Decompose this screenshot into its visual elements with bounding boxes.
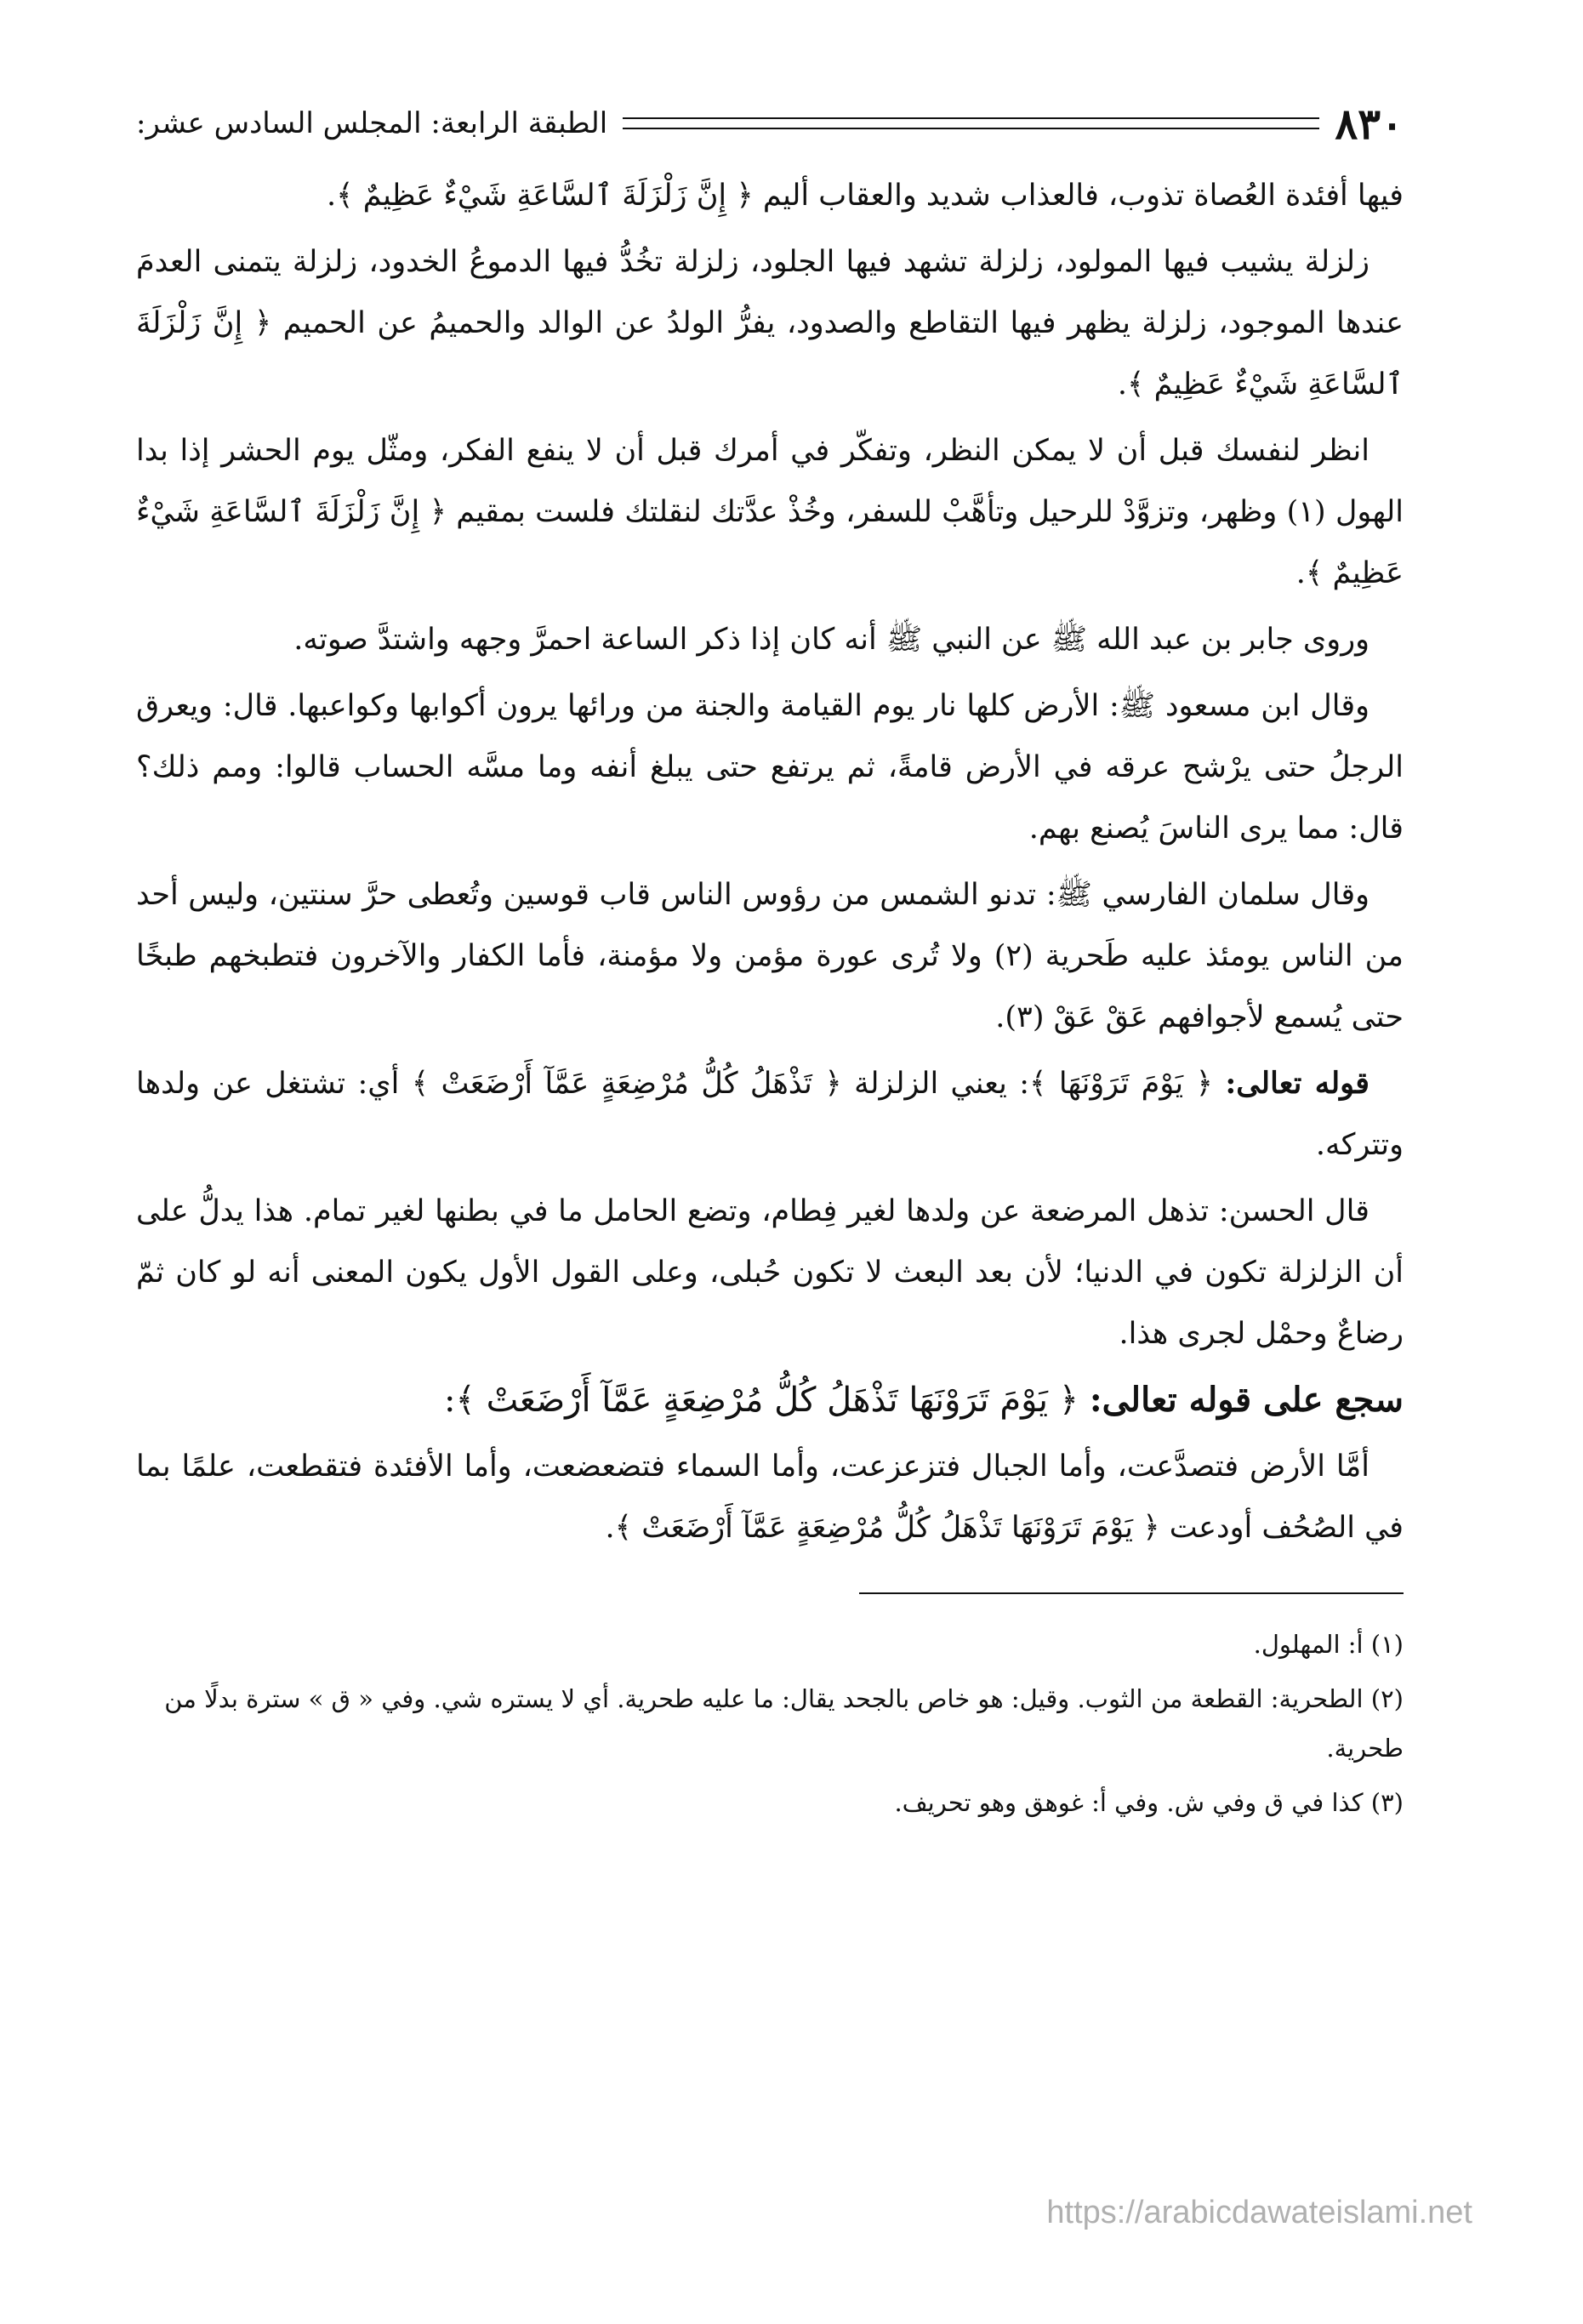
section-heading	[136, 1370, 1404, 1431]
book-page	[136, 94, 1404, 2271]
paragraph-4: وروى جابر بن عبد الله ﷺ عن النبي ﷺ أنه كان إذا ذكر الساعة احمرَّ وجهه واشتدَّ صوته.	[293, 623, 1369, 657]
paragraph-1: فيها أفئدة العُصاة تذوب، فالعذاب شديد والعقاب أليم ﴿ إِنَّ زَلْزَلَةَ ٱلسَّاعَةِ شَيْءٌ عَظِيمٌ ﴾.	[327, 179, 1404, 213]
verse-lead: قوله تعالى:	[1225, 1066, 1369, 1101]
paragraph-3: انظر لنفسك قبل أن لا يمكن النظر، وتفكّر في أمرك قبل أن لا ينفع الفكر، ومثّل يوم الحشر إذا بدا الهول (١) وظهر، وتزوَّدْ للرحيل وتأهَّبْ للسفر، وخُذْ عدَّتك لنقلتك فلست بمقيم ﴿ إِنَّ زَلْزَلَةَ ٱلسَّاعَةِ شَيْءٌ عَظِيمٌ ﴾.	[136, 434, 1404, 590]
heading-verse: ﴿ يَوْمَ تَرَوْنَهَا تَذْهَلُ كُلُّ مُرْضِعَةٍ عَمَّآ أَرْضَعَتْ ﴾:	[443, 1381, 1090, 1420]
footnotes	[136, 1620, 1404, 1827]
paragraph-6: وقال سلمان الفارسي ﷺ: تدنو الشمس من رؤوس الناس قاب قوسين وتُعطى حرَّ سنتين، وليس أحد من الناس يومئذ عليه طَحرية (٢) ولا تُرى عورة مؤمن ولا مؤمنة، فأما الكفار والآخرون فتطبخهم طبخًا حتى يُسمع لأجوافهم عَقْ عَقْ (٣).	[136, 878, 1404, 1034]
footnote-1: (١) أ: المهلول.	[1253, 1630, 1404, 1659]
footnote-divider	[859, 1592, 1404, 1594]
footnote-3: (٣) كذا في ق وفي ش. وفي أ: غوهق وهو تحريف.	[894, 1788, 1404, 1817]
heading-lead: سجع على قوله تعالى:	[1089, 1380, 1404, 1420]
paragraph-2: زلزلة يشيب فيها المولود، زلزلة تشهد فيها الجلود، زلزلة تخُدُّ فيها الدموعُ الخدود، زلزلة يتمنى العدمَ عندها الموجود، زلزلة يظهر فيها التقاطع والصدود، يفرُّ الولدُ عن الوالد والحميمُ عن الحميم ﴿ إِنَّ زَلْزَلَةَ ٱلسَّاعَةِ شَيْءٌ عَظِيمٌ ﴾.	[136, 245, 1404, 402]
page-number: ٨٣٠	[1335, 98, 1404, 149]
header-rule	[623, 117, 1319, 129]
paragraph-7	[136, 1053, 1404, 1176]
footnote-2: (٢) الطحرية: القطعة من الثوب. وقيل: هو خاص بالجحد يقال: ما عليه طحرية. أي لا يستره شي. وفي « ق » سترة بدلًا من طحرية.	[164, 1684, 1404, 1763]
watermark-url: https://arabicdawateislami.net	[1046, 2195, 1472, 2230]
page-header	[136, 94, 1404, 153]
paragraph-8: قال الحسن: تذهل المرضعة عن ولدها لغير فِطام، وتضع الحامل ما في بطنها لغير تمام. هذا يدلُّ على أن الزلزلة تكون في الدنيا؛ لأن بعد البعث لا تكون حُبلى، وعلى القول الأول يكون المعنى أنه لو كان ثمّ رضاعٌ وحمْل لجرى هذا.	[136, 1194, 1404, 1351]
paragraph-5: وقال ابن مسعود ﷺ: الأرض كلها نار يوم القيامة والجنة من ورائها يرون أكوابها وكواعبها. قال: ويعرق الرجلُ حتى يرْشح عرقه في الأرض قامةً، ثم يرتفع حتى يبلغ أنفه وما مسَّه الحساب قالوا: ومم ذلك؟ قال: مما يرى الناسَ يُصنع بهم.	[136, 689, 1404, 846]
paragraph-9: أمَّا الأرض فتصدَّعت، وأما الجبال فتزعزعت، وأما السماء فتضعضعت، وأما الأفئدة فتقطعت، علمًا بما في الصُحُف أودعت ﴿ يَوْمَ تَرَوْنَهَا تَذْهَلُ كُلُّ مُرْضِعَةٍ عَمَّآ أَرْضَعَتْ ﴾.	[136, 1450, 1404, 1545]
running-title: الطبقة الرابعة: المجلس السادس عشر:	[136, 106, 608, 140]
verse-commentary: ﴿ يَوْمَ تَرَوْنَهَا ﴾: يعني الزلزلة ﴿ تَذْهَلُ كُلُّ مُرْضِعَةٍ عَمَّآ أَرْضَعَتْ ﴾ أي: تشتغل عن ولدها وتتركه.	[136, 1067, 1404, 1162]
main-text	[136, 165, 1404, 1558]
